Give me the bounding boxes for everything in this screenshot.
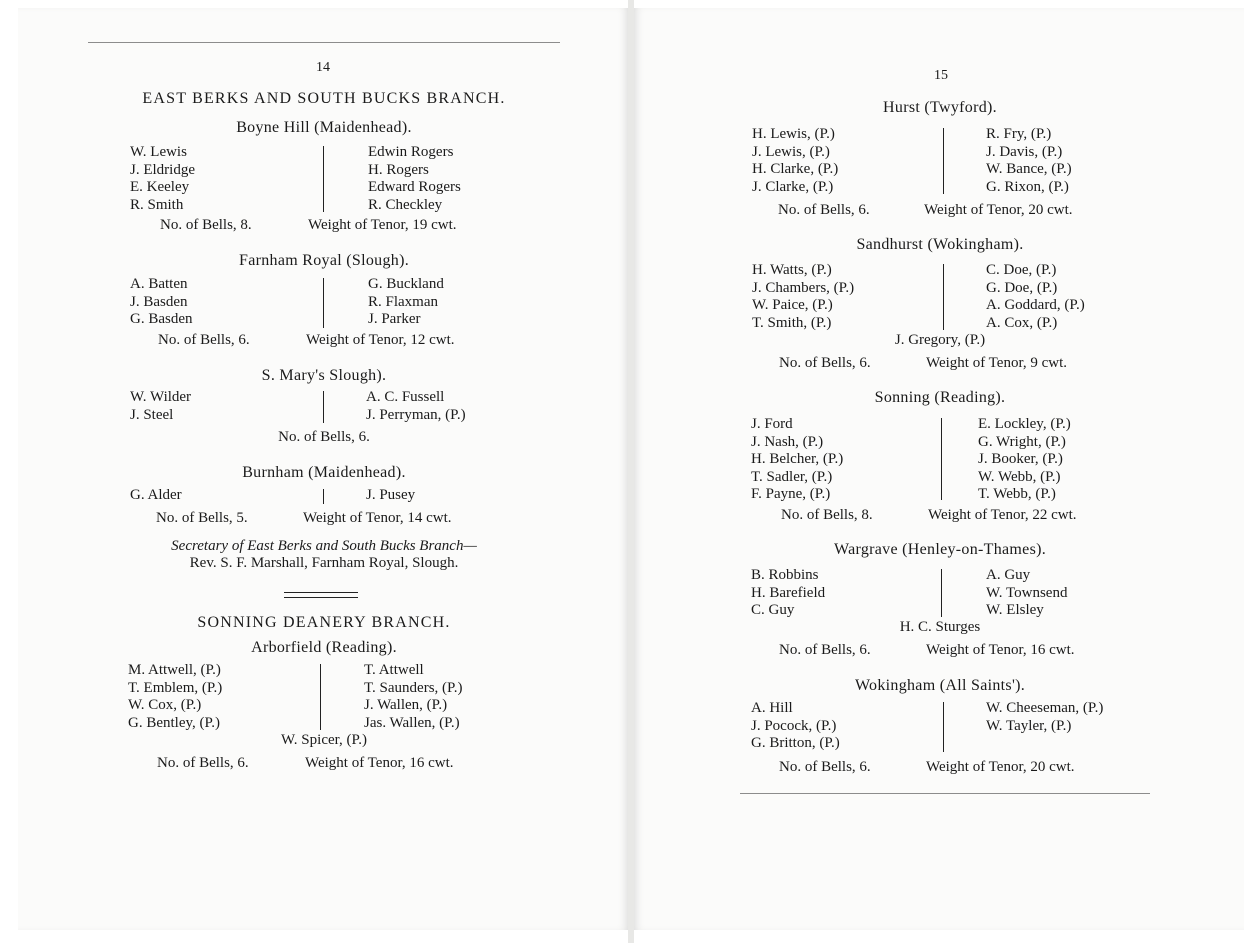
member: J. Ford (751, 416, 793, 432)
member: J. Nash, (P.) (751, 433, 824, 450)
location-sonning: Sonning (Reading). (874, 389, 1006, 406)
tenor-weight: Weight of Tenor, 9 cwt. (926, 355, 1067, 371)
tenor-weight: Weight of Tenor, 12 cwt. (306, 332, 455, 348)
members-right-burnham (366, 487, 415, 505)
member: H. Barefield (751, 584, 826, 601)
location-farnham-royal: Farnham Royal (Slough). (239, 252, 409, 269)
tenor-weight: Weight of Tenor, 20 cwt. (924, 202, 1073, 218)
member: H. Rogers (368, 161, 429, 178)
member: A. Hill (751, 700, 793, 716)
member: G. Bentley, (P.) (128, 714, 220, 731)
location-wargrave: Wargrave (Henley-on-Thames). (833, 541, 1047, 558)
bells-count: No. of Bells, 6. (278, 429, 370, 445)
member: Edwin Rogers (368, 144, 454, 160)
member: C. Doe, (P.) (986, 262, 1057, 278)
member: A. Guy (986, 567, 1031, 583)
member: W. Cox, (P.) (128, 697, 202, 714)
member: Jas. Wallen, (P.) (364, 714, 460, 731)
member: C. Guy (751, 602, 795, 619)
member: G. Buckland (368, 276, 444, 292)
bells-count: No. of Bells, 8. (160, 217, 252, 233)
tenor-weight: Weight of Tenor, 19 cwt. (308, 217, 457, 233)
branch-title-sonning-deanery: SONNING DEANERY BRANCH. (197, 614, 451, 631)
right-page (634, 8, 1244, 930)
extra-member: H. C. Sturges (899, 619, 981, 635)
members-left-sandhurst (752, 262, 854, 332)
tenor-weight: Weight of Tenor, 14 cwt. (303, 510, 452, 526)
member: J. Steel (130, 406, 174, 423)
member: J. Wallen, (P.) (364, 697, 448, 714)
member: J. Pocock, (P.) (751, 717, 837, 734)
member: R. Flaxman (368, 293, 438, 310)
member: W. Bance, (P.) (986, 161, 1072, 178)
member: R. Checkley (368, 196, 443, 213)
column-divider (941, 418, 942, 500)
member: G. Basden (130, 311, 193, 328)
members-left-wargrave (751, 567, 825, 620)
bottom-rule-right (740, 793, 1150, 794)
tenor-weight: Weight of Tenor, 16 cwt. (926, 642, 1075, 658)
member: J. Basden (130, 293, 188, 310)
location-s-marys-slough: S. Mary's Slough). (261, 367, 387, 384)
member: J. Pusey (366, 487, 416, 503)
column-divider (323, 146, 324, 212)
bells-count: No. of Bells, 6. (779, 642, 871, 658)
members-left-arborfield (128, 662, 222, 732)
members-right-farnham-royal (368, 276, 444, 329)
member: A. C. Fussell (366, 389, 445, 405)
member: T. Saunders, (P.) (364, 679, 463, 696)
location-boyne-hill: Boyne Hill (Maidenhead). (236, 119, 412, 136)
bells-count: No. of Bells, 6. (779, 355, 871, 371)
top-rule-left (88, 42, 560, 43)
members-left-s-marys (130, 389, 191, 424)
member: J. Chambers, (P.) (752, 279, 855, 296)
members-left-burnham (130, 487, 182, 505)
secretary-label: Secretary of East Berks and South Bucks Branch— (171, 538, 477, 554)
members-right-hurst (986, 126, 1072, 196)
location-wokingham: Wokingham (All Saints'). (854, 677, 1026, 694)
bells-count: No. of Bells, 6. (158, 332, 250, 348)
members-right-wokingham (986, 700, 1103, 735)
column-divider (941, 569, 942, 617)
members-left-hurst (752, 126, 838, 196)
column-divider (320, 664, 321, 730)
location-hurst: Hurst (Twyford). (883, 99, 997, 116)
member: J. Lewis, (P.) (752, 143, 830, 160)
tenor-weight: Weight of Tenor, 22 cwt. (928, 507, 1077, 523)
tenor-weight: Weight of Tenor, 20 cwt. (926, 759, 1075, 775)
member: F. Payne, (P.) (751, 486, 831, 503)
members-left-wokingham (751, 700, 840, 753)
member: B. Robbins (751, 567, 819, 583)
member: M. Attwell, (P.) (128, 662, 221, 678)
member: W. Webb, (P.) (978, 468, 1061, 485)
member: T. Sadler, (P.) (751, 468, 833, 485)
bells-count: No. of Bells, 6. (778, 202, 870, 218)
bells-count: No. of Bells, 5. (156, 510, 248, 526)
branch-title-east-berks: EAST BERKS AND SOUTH BUCKS BRANCH. (142, 90, 506, 107)
member: G. Britton, (P.) (751, 735, 840, 752)
member: H. Watts, (P.) (752, 262, 832, 278)
member: T. Smith, (P.) (752, 314, 832, 331)
double-rule-separator (284, 592, 358, 598)
members-right-boyne-hill (368, 144, 461, 214)
member: G. Doe, (P.) (986, 279, 1058, 296)
member: T. Attwell (364, 662, 424, 678)
member: H. Belcher, (P.) (751, 451, 844, 468)
bells-count: No. of Bells, 6. (157, 755, 249, 771)
member: J. Eldridge (130, 161, 195, 178)
location-burnham: Burnham (Maidenhead). (242, 464, 406, 481)
member: E. Keeley (130, 179, 190, 196)
member: Edward Rogers (368, 179, 461, 196)
secretary-name: Rev. S. F. Marshall, Farnham Royal, Slough. (189, 555, 459, 571)
page-number-right: 15 (934, 68, 948, 83)
extra-member: J. Gregory, (P.) (894, 332, 986, 348)
member: W. Tayler, (P.) (986, 717, 1072, 734)
member: R. Smith (130, 196, 184, 213)
book-gutter (628, 0, 634, 943)
member: G. Rixon, (P.) (986, 178, 1069, 195)
members-right-sonning (978, 416, 1071, 504)
members-right-arborfield (364, 662, 462, 732)
extra-member: W. Spicer, (P.) (281, 732, 367, 748)
bells-count: No. of Bells, 8. (781, 507, 873, 523)
member: A. Goddard, (P.) (986, 297, 1085, 314)
column-divider (323, 489, 324, 504)
member: W. Lewis (130, 144, 187, 160)
members-left-farnham-royal (130, 276, 193, 329)
member: H. Clarke, (P.) (752, 161, 839, 178)
location-sandhurst: Sandhurst (Wokingham). (856, 236, 1024, 253)
members-left-sonning (751, 416, 843, 504)
member: J. Perryman, (P.) (366, 406, 466, 423)
column-divider (323, 391, 324, 423)
member: R. Fry, (P.) (986, 126, 1052, 142)
member: W. Elsley (986, 602, 1044, 619)
member: E. Lockley, (P.) (978, 416, 1071, 432)
member: A. Cox, (P.) (986, 314, 1058, 331)
member: W. Cheeseman, (P.) (986, 700, 1104, 716)
tenor-weight: Weight of Tenor, 16 cwt. (305, 755, 454, 771)
member: J. Davis, (P.) (986, 143, 1063, 160)
member: H. Lewis, (P.) (752, 126, 835, 142)
member: J. Clarke, (P.) (752, 178, 834, 195)
members-right-wargrave (986, 567, 1067, 620)
column-divider (943, 702, 944, 752)
column-divider (943, 264, 944, 330)
members-right-sandhurst (986, 262, 1085, 332)
member: T. Emblem, (P.) (128, 679, 223, 696)
member: W. Wilder (130, 389, 192, 405)
member: J. Booker, (P.) (978, 451, 1063, 468)
member: T. Webb, (P.) (978, 486, 1056, 503)
bells-count: No. of Bells, 6. (779, 759, 871, 775)
member: A. Batten (130, 276, 188, 292)
location-arborfield: Arborfield (Reading). (251, 639, 397, 656)
member: G. Wright, (P.) (978, 433, 1066, 450)
member: J. Parker (368, 311, 421, 328)
member: W. Paice, (P.) (752, 297, 833, 314)
members-left-boyne-hill (130, 144, 195, 214)
page-number-left: 14 (316, 60, 330, 75)
member: W. Townsend (986, 584, 1068, 601)
column-divider (323, 278, 324, 328)
member: G. Alder (130, 487, 182, 503)
column-divider (943, 128, 944, 194)
members-right-s-marys (366, 389, 466, 424)
